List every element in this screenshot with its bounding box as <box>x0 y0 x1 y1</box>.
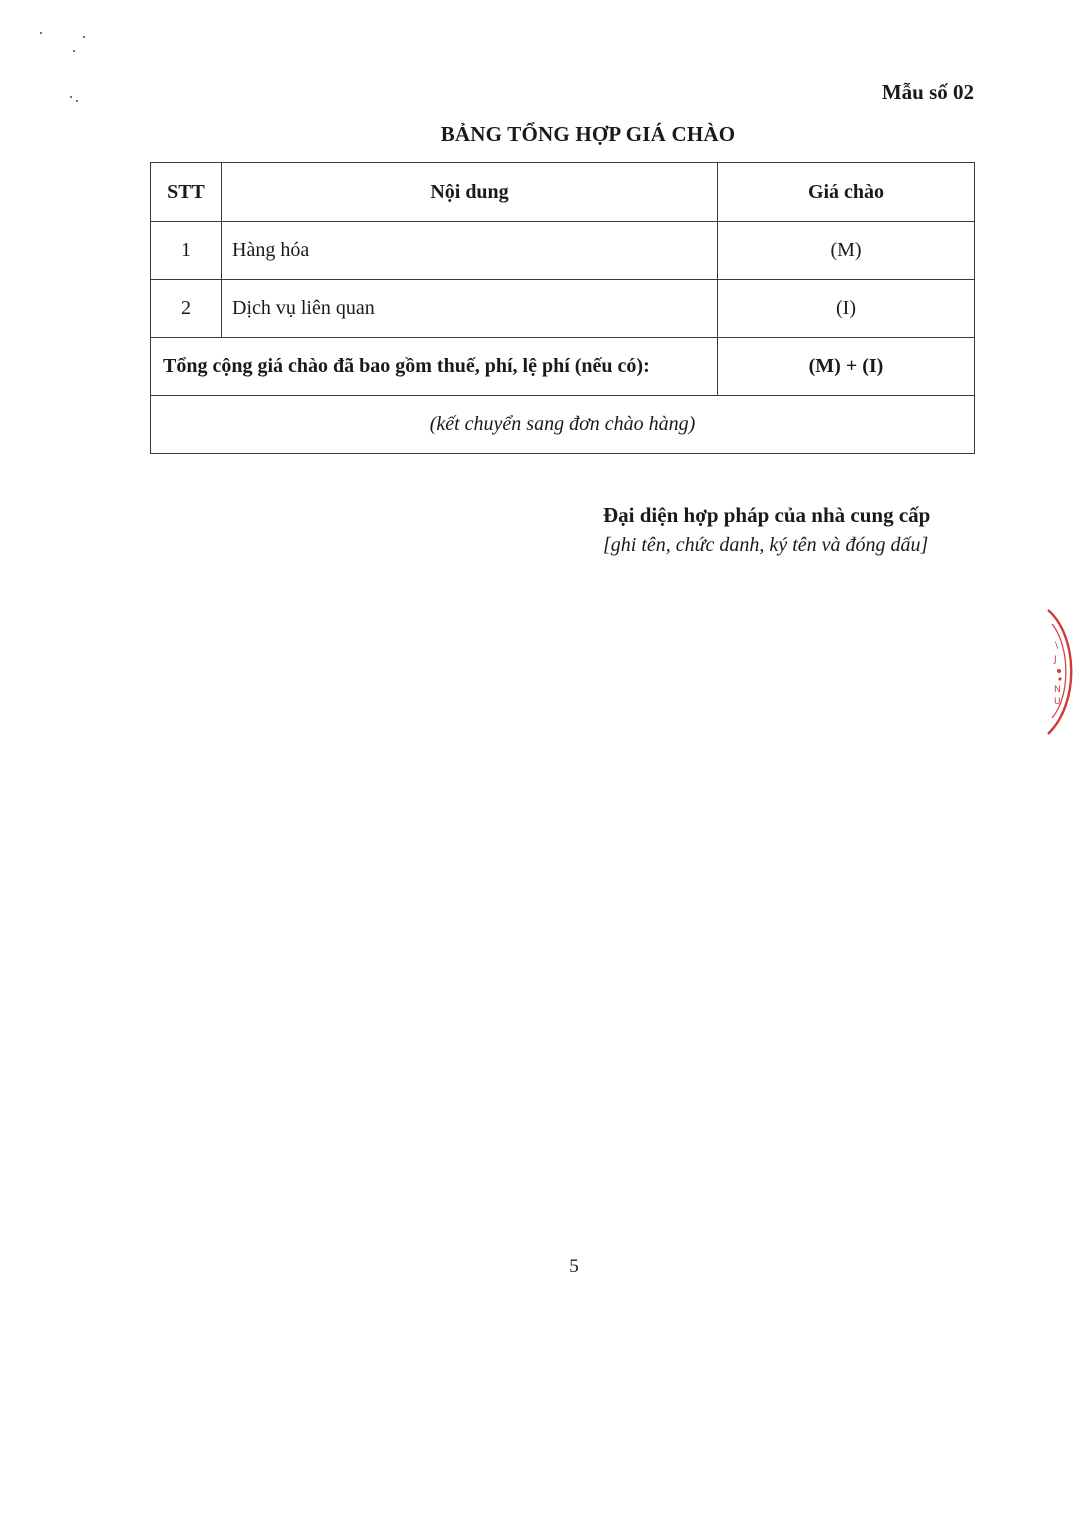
partial-seal-icon <box>1042 608 1080 736</box>
document-title: BẢNG TỔNG HỢP GIÁ CHÀO <box>440 122 736 146</box>
form-number: Mẫu số 02 <box>881 80 974 104</box>
row-price: (M) <box>718 222 975 280</box>
signature-block <box>603 500 983 560</box>
row-content: Dịch vụ liên quan <box>222 280 718 338</box>
total-label: Tổng cộng giá chào đã bao gồm thuế, phí, lệ phí (nếu có): <box>151 338 718 396</box>
table-header-row <box>151 163 975 222</box>
row-content: Hàng hóa <box>222 222 718 280</box>
svg-text:N: N <box>1054 685 1061 695</box>
row-price: (I) <box>718 280 975 338</box>
row-stt: 1 <box>151 222 222 280</box>
total-value: (M) + (I) <box>718 338 975 396</box>
row-stt: 2 <box>151 280 222 338</box>
header-price: Giá chào <box>718 163 975 222</box>
transfer-note: (kết chuyển sang đơn chào hàng) <box>151 396 975 454</box>
total-row <box>151 338 975 396</box>
header-content: Nội dung <box>222 163 718 222</box>
note-row <box>151 396 975 454</box>
svg-text:J: J <box>1054 655 1057 665</box>
table-row <box>151 222 975 280</box>
page-number: 5 <box>569 1256 579 1277</box>
svg-text:\: \ <box>1055 641 1059 651</box>
svg-text:U: U <box>1054 697 1061 707</box>
table-row <box>151 280 975 338</box>
header-stt: STT <box>151 163 222 222</box>
price-summary-table <box>150 162 975 454</box>
signature-instructions: [ghi tên, chức danh, ký tên và đóng dấu] <box>603 534 929 556</box>
signature-title: Đại diện hợp pháp của nhà cung cấp <box>603 503 931 527</box>
